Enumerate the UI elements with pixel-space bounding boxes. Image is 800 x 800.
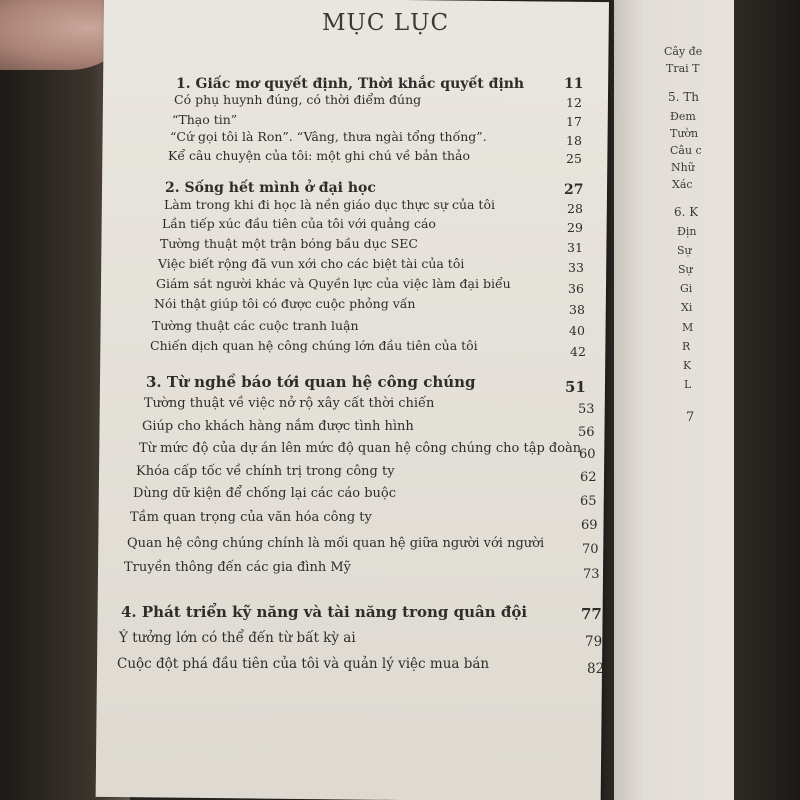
- section-page: 18: [566, 133, 582, 148]
- section-page: 69: [581, 518, 598, 533]
- facing-fragment: L: [684, 378, 692, 391]
- section-title: Dùng dữ kiện để chống lại các cáo buộc: [133, 486, 397, 501]
- facing-fragment: 7: [686, 410, 695, 425]
- section-title: Quan hệ công chúng chính là mối quan hệ giữa người với người: [127, 536, 545, 551]
- chapter-3-title: 3. Từ nghề báo tới quan hệ công chúng: [146, 373, 476, 391]
- section-title: Tường thuật về việc nở rộ xây cất thời chiến: [144, 396, 435, 411]
- section-page: 73: [583, 567, 600, 582]
- section-title: Giúp cho khách hàng nắm được tình hình: [142, 419, 414, 434]
- section-title: Khóa cấp tốc về chính trị trong công ty: [136, 464, 395, 479]
- section-page: 31: [567, 240, 583, 255]
- section-title: Giám sát người khác và Quyền lực của việc làm đại biểu: [156, 276, 511, 291]
- section-title: Ý tưởng lớn có thể đến từ bất kỳ ai: [119, 630, 356, 646]
- facing-fragment: Tườn: [670, 127, 699, 140]
- facing-page: [614, 0, 734, 800]
- section-page: 60: [579, 447, 596, 462]
- section-title: Tường thuật một trận bóng bầu dục SEC: [160, 236, 418, 251]
- section-title: “Cứ gọi tôi là Ron”. “Vâng, thưa ngài tổng thống”.: [170, 129, 487, 144]
- section-title: Chiến dịch quan hệ công chúng lớn đầu tiên của tôi: [150, 338, 478, 353]
- section-title: Tầm quan trọng của văn hóa công ty: [130, 510, 372, 525]
- section-page: 53: [578, 402, 595, 417]
- right-edge: [734, 0, 800, 800]
- section-page: 17: [566, 114, 582, 129]
- section-title: Tường thuật các cuộc tranh luận: [152, 318, 359, 333]
- facing-fragment: Địn: [677, 225, 697, 238]
- facing-fragment: 6. K: [674, 205, 699, 219]
- section-title: Có phụ huynh đúng, có thời điểm đúng: [174, 92, 422, 107]
- facing-fragment: Cây đe: [664, 45, 703, 58]
- facing-fragment: 5. Th: [668, 90, 699, 104]
- section-page: 38: [569, 302, 585, 317]
- chapter-2-title: 2. Sống hết mình ở đại học: [165, 180, 376, 196]
- section-page: 70: [582, 542, 599, 557]
- section-title: Việc biết rộng đã vun xới cho các biệt tài của tôi: [158, 256, 465, 271]
- section-page: 29: [567, 220, 583, 235]
- section-page: 82: [587, 661, 605, 677]
- toc-title: MỤC LỤC: [322, 10, 450, 36]
- facing-fragment: Xác: [672, 178, 693, 191]
- facing-fragment: Sự: [677, 244, 692, 257]
- section-title: “Thạo tin”: [172, 112, 238, 127]
- section-title: Truyền thông đến các gia đình Mỹ: [124, 560, 351, 575]
- section-page: 33: [568, 260, 584, 275]
- section-title: Kể câu chuyện của tôi: một ghi chú về bản thảo: [168, 148, 471, 163]
- section-title: Nói thật giúp tôi có được cuộc phỏng vấn: [154, 296, 416, 311]
- chapter-3-page: 51: [565, 378, 586, 396]
- section-page: 12: [566, 95, 582, 110]
- section-page: 36: [568, 281, 584, 296]
- facing-fragment: Gi: [680, 282, 693, 295]
- section-page: 42: [570, 344, 586, 359]
- section-page: 79: [585, 634, 603, 650]
- facing-fragment: R: [682, 340, 691, 353]
- facing-fragment: Câu c: [670, 144, 702, 157]
- facing-fragment: K: [683, 359, 692, 372]
- section-page: 40: [569, 323, 585, 338]
- chapter-4-title: 4. Phát triển kỹ năng và tài năng trong quân đội: [121, 603, 528, 621]
- section-title: Từ mức độ của dự án lên mức độ quan hệ công chúng cho tập đoàn: [139, 441, 582, 456]
- facing-fragment: Trai T: [666, 62, 700, 75]
- section-title: Cuộc đột phá đầu tiên của tôi và quản lý việc mua bán: [117, 656, 490, 672]
- facing-fragment: Đem: [670, 110, 696, 123]
- chapter-4-page: 77: [581, 605, 602, 623]
- facing-fragment: Nhữ: [671, 161, 695, 174]
- section-page: 56: [578, 425, 595, 440]
- facing-fragment: Sự: [678, 263, 693, 276]
- facing-fragment: M: [682, 321, 694, 334]
- section-page: 28: [567, 201, 583, 216]
- section-title: Lần tiếp xúc đầu tiên của tôi với quảng cáo: [162, 216, 436, 231]
- section-page: 65: [580, 494, 597, 509]
- chapter-2-page: 27: [564, 182, 584, 198]
- section-page: 62: [580, 470, 597, 485]
- chapter-1-title: 1. Giấc mơ quyết định, Thời khắc quyết định: [176, 76, 525, 92]
- section-page: 25: [566, 151, 582, 166]
- section-title: Làm trong khi đi học là nền giáo dục thực sự của tôi: [164, 197, 495, 212]
- chapter-1-page: 11: [564, 76, 584, 92]
- facing-fragment: Xi: [681, 301, 693, 314]
